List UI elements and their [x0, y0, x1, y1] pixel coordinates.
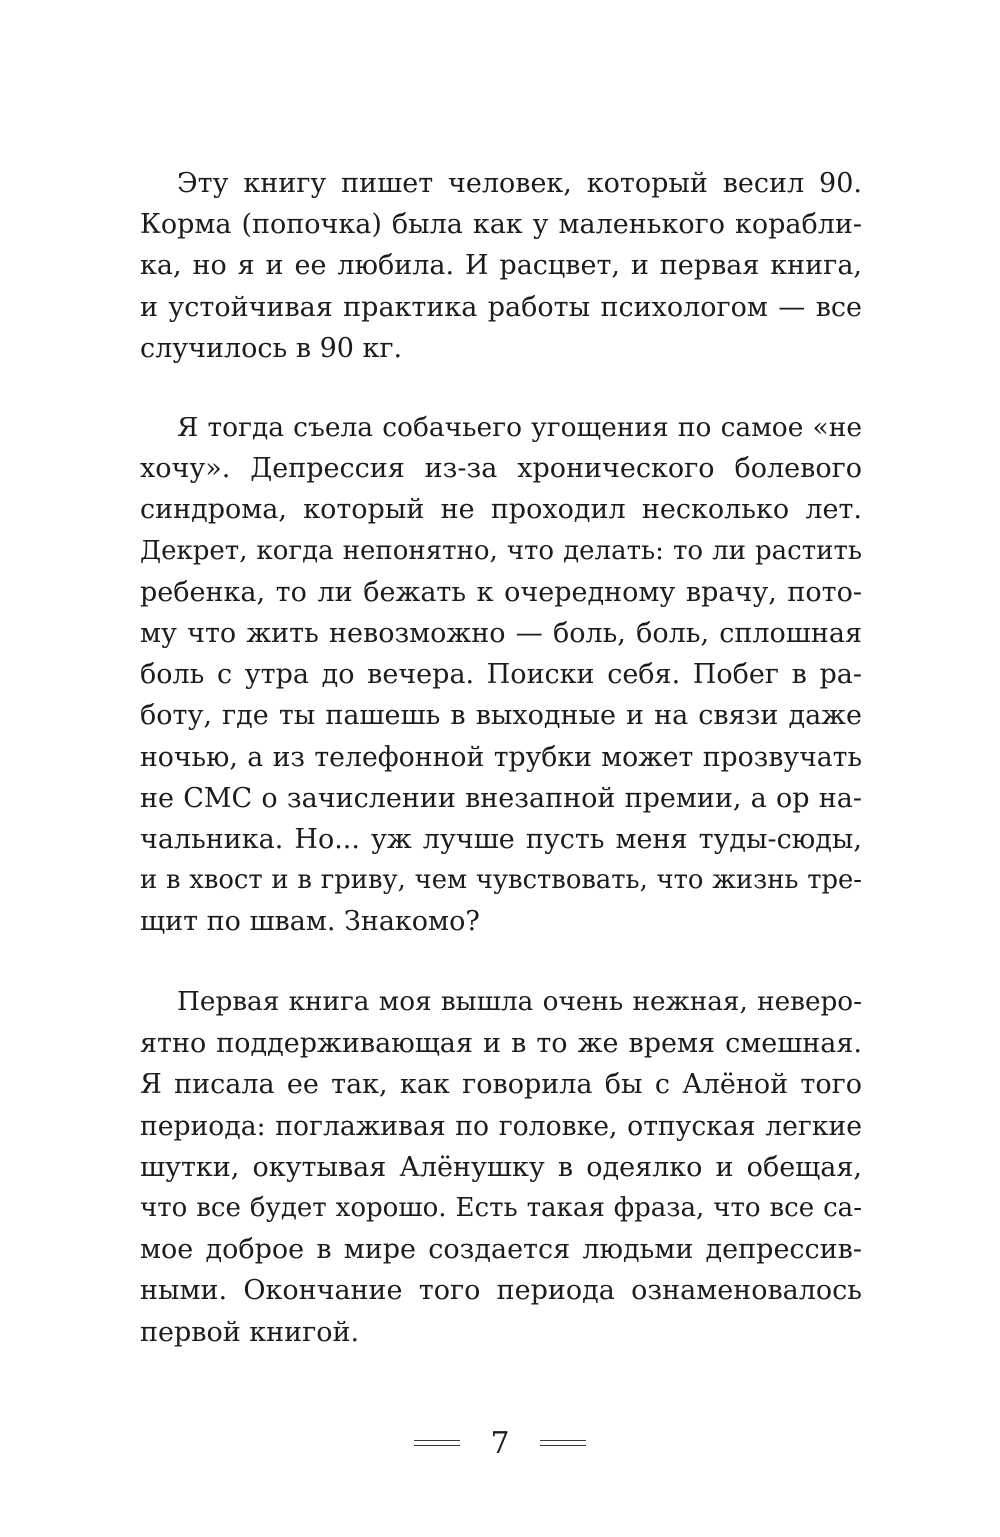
text-line: первой книгой. [140, 1316, 360, 1348]
text-line: не СМС о зачислении внезапной премии, а ор на- [140, 782, 862, 814]
text-line: боту, где ты пашешь в выходные и на связи даже [140, 700, 862, 732]
folio-rule-right [540, 1440, 586, 1446]
page-folio [0, 1418, 1000, 1468]
text-line: хочу». Депрессия из-за хронического болевого [140, 453, 862, 485]
text-line: му что жить невозможно — боль, боль, сплошная [140, 617, 862, 649]
text-line: и устойчивая практика работы психологом — все [140, 291, 862, 323]
text-line: шутки, окутывая Алёнушку в одеялко и обещая, [140, 1151, 862, 1183]
text-line: Я тогда съела собачьего угощения по самое «не [177, 412, 862, 443]
paragraph-2 [140, 407, 862, 942]
paragraph-3 [140, 982, 862, 1353]
text-line: ночью, а из телефонной трубки может прозвучать [140, 741, 862, 773]
text-line: Я писала ее так, как говорила бы с Алёной того [140, 1069, 862, 1101]
page-number: 7 [490, 1425, 510, 1461]
text-line: щит по швам. Знакомо? [140, 906, 480, 938]
text-line: ребенка, то ли бежать к очередному врачу, пото- [140, 576, 862, 608]
paragraph-1 [140, 163, 862, 369]
text-line: Первая книга моя вышла очень нежная, неверо- [177, 987, 862, 1017]
text-line: Декрет, когда непонятно, что делать: то ли растить [140, 535, 862, 566]
text-line: мое доброе в мире создается людьми депрессив- [140, 1234, 862, 1266]
text-line: синдрома, который не проходил несколько лет. [140, 494, 862, 526]
text-line: ятно поддерживающая и в то же время смешная. [140, 1028, 862, 1060]
text-line: боль с утра до вечера. Поиски себя. Побег в ра- [140, 659, 862, 691]
text-line: что все будет хорошо. Есть такая фраза, что все са- [140, 1192, 862, 1223]
text-line: и в хвост и в гриву, чем чувствовать, что жизнь тре- [140, 865, 862, 896]
text-line: Корма (попочка) была как у маленького корабли- [140, 209, 862, 241]
folio-rule-left [414, 1440, 460, 1446]
text-line: случилось в 90 кг. [140, 332, 403, 364]
text-line: Эту книгу пишет человек, который весил 90. [177, 168, 862, 199]
text-line: периода: поглаживая по головке, отпуская легкие [140, 1110, 862, 1142]
text-line: ными. Окончание того периода ознаменовалось [140, 1275, 862, 1307]
text-line: чальника. Но... уж лучше пусть меня туды-сюды, [140, 823, 862, 855]
text-line: ка, но я и ее любила. И расцвет, и первая книга, [140, 250, 862, 282]
